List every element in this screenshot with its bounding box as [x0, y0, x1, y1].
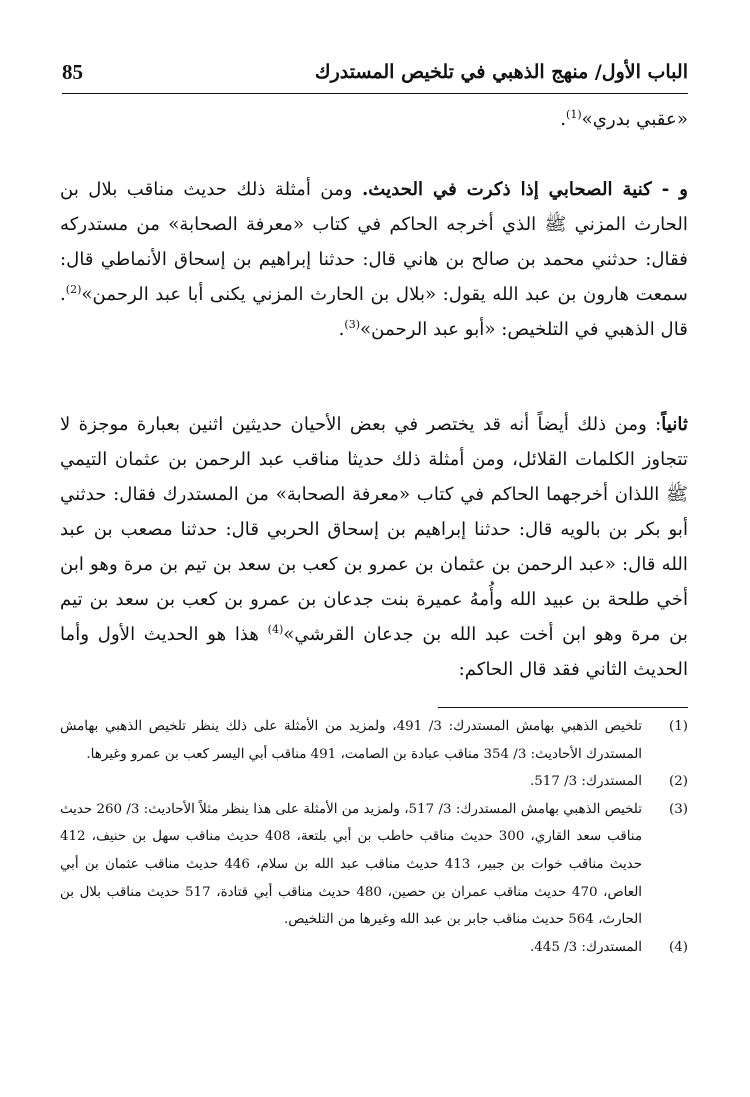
punctuation: .	[560, 109, 567, 130]
punctuation: .	[338, 319, 345, 340]
page-number: 85	[62, 59, 83, 84]
section-lead: ثانياً	[661, 414, 688, 435]
footnotes	[60, 713, 688, 961]
footnote-text: المستدرك: 3/ 517.	[530, 774, 642, 790]
footnote-item	[60, 713, 688, 768]
paragraph-2	[60, 172, 688, 347]
paragraph-text: ومن أمثلة ذلك حديث مناقب بلال بن الحارث المزني ﷺ الذي أخرجه الحاكم في كتاب «معرفة الصحابة» من مستدركه فقال: حدثني محمد بن صالح بن هاني قال: حدثنا إبراهيم بن إسحاق الأنماطي قال: سمعت هارون بن عبد الله يقول: «بلال بن الحارث المزني يكنى أبا عبد الرحمن»	[60, 179, 688, 305]
footnote-ref[interactable]: (3)	[344, 317, 360, 331]
footnote-text: تلخيص الذهبي بهامش المستدرك: 3/ 517، ولمزيد من الأمثلة على هذا ينظر مثلاً الأحاديث: 3/ 260 حديث مناقب سعد القاري، 300 حديث مناقب حاطب بن أبي بلتعة، 408 حديث مناقب سهل بن حنيف، 412 حديث مناقب خوات بن جبير، 413 حديث مناقب عبد الله بن سلام، 446 حديث مناقب عثمان بن أبي العاص، 470 حديث مناقب عمران بن حصين، 480 حديث مناقب أبي قتادة، 517 حديث مناقب بلال بن الحارث، 564 حديث مناقب جابر بن عبد الله وغيرها من التلخيص.	[60, 801, 642, 928]
footnote-ref[interactable]: (1)	[566, 107, 582, 121]
footnote-number: (1)	[669, 719, 688, 734]
footnote-number: (3)	[669, 801, 688, 817]
footnote-item	[60, 768, 688, 796]
quote-text: «عقبي بدري»	[581, 109, 688, 130]
footnote-ref[interactable]: (4)	[267, 622, 284, 636]
page-header	[62, 52, 688, 92]
footnote-text: تلخيص الذهبي بهامش المستدرك: 3/ 491، ولمزيد من الأمثلة على ذلك ينظر تلخيص الذهبي بهامش المستدرك الأحاديث: 3/ 354 مناقب عبادة بن الصامت، 491 مناقب أبي اليسر كعب بن عمرو وغيرها.	[60, 719, 642, 762]
section-lead: و - كنية الصحابي إذا ذكرت في الحديث.	[361, 179, 688, 200]
footnote-number: (2)	[669, 774, 688, 790]
footnote-item	[60, 934, 688, 962]
footnote-text: المستدرك: 3/ 445.	[530, 939, 642, 955]
paragraph-1	[60, 102, 688, 137]
paragraph-3	[60, 407, 688, 687]
header-rule	[62, 93, 688, 94]
running-title: الباب الأول/ منهج الذهبي في تلخيص المستدرك	[314, 61, 688, 83]
footnote-item	[60, 796, 688, 934]
footnote-separator	[438, 707, 688, 708]
paragraph-text: . قال الذهبي في التلخيص: «أبو عبد الرحمن»	[60, 284, 688, 340]
paragraph-text: : ومن ذلك أيضاً أنه قد يختصر في بعض الأحيان حديثين اثنين بعبارة موجزة لا تتجاوز الكلمات القلائل، ومن أمثلة ذلك حديثا مناقب عبد الرحمن بن عثمان التيمي ﷺ اللذان أخرجهما الحاكم في كتاب «معرفة الصحابة» من المستدرك فقال: حدثني أبو بكر بن بالويه قال: حدثنا إبراهيم بن إسحاق الحربي قال: حدثنا مصعب بن عبد الله قال: «عبد الرحمن بن عثمان بن عمرو بن كعب بن سعد بن تيم بن مرة وهو ابن أخي طلحة بن عبيد الله وأُمهُ عميرة بنت جدعان بن عمرو بن كعب بن سعد بن تيم بن مرة وهو ابن أخت عبد الله بن جدعان القرشي»	[60, 414, 688, 645]
paragraph-text: هذا هو الحديث الأول وأما الحديث الثاني فقد قال الحاكم:	[60, 624, 688, 680]
footnote-number: (4)	[669, 939, 688, 955]
footnote-ref[interactable]: (2)	[65, 282, 82, 296]
